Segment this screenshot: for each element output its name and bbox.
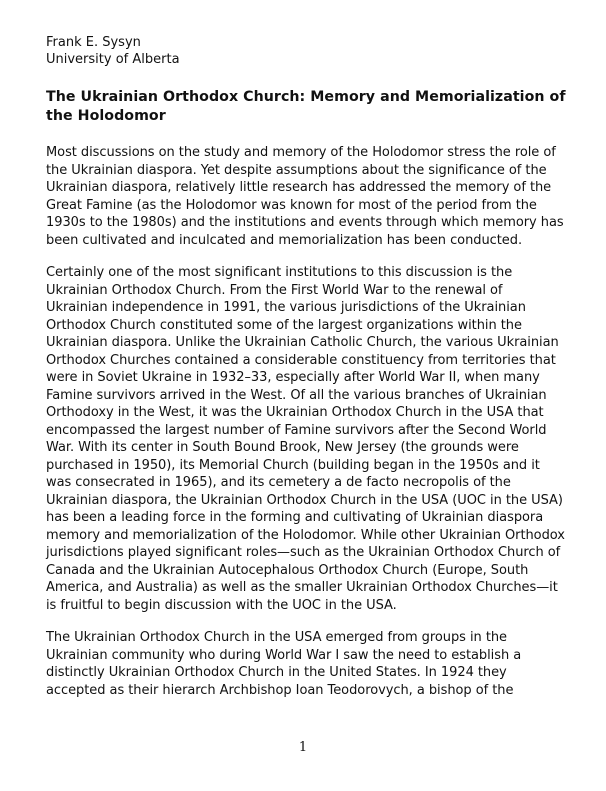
author-affiliation: University of Alberta bbox=[46, 52, 180, 67]
paragraph: The Ukrainian Orthodox Church in the USA emerged from groups in the Ukrainian community who during World War I saw the need to establish a distinctly Ukrainian Orthodox Church in the United States. In 1924 they accepted as their hierarch Archbishop Ioan Teodorovych, a bishop of the bbox=[46, 630, 522, 698]
author-name: Frank E. Sysyn bbox=[46, 35, 141, 50]
paragraph: Most discussions on the study and memory of the Holodomor stress the role of the Ukrainian diaspora. Yet despite assumptions about the significance of the Ukrainian diaspora, relatively little research has addressed the memory of the Great Famine (as the Holodomor was known for most of the period from the 1930s to the 1980s) and the institutions and events through which memory has been cultivated and inculcated and memorialization has been conducted. bbox=[46, 145, 564, 248]
page-number: 1 bbox=[298, 740, 308, 755]
paper-page bbox=[46, 34, 566, 714]
author-block bbox=[46, 34, 566, 68]
paragraph: Certainly one of the most significant institutions to this discussion is the Ukrainian Orthodox Church. From the First World War to the renewal of Ukrainian independence in 1991, the various jurisdictions of the Ukrainian Orthodox Church constituted some of the largest organizations within the Ukrainian diaspora. Unlike the Ukrainian Catholic Church, the various Ukrainian Orthodox Churches contained a considerable constituency from territories that were in Soviet Ukraine in 1932–33, especially after World War II, when many Famine survivors arrived in the West. Of all the various branches of Ukrainian Orthodoxy in the West, it was the Ukrainian Orthodox Church in the USA that encompassed the largest number of Famine survivors after the Second World War. With its center in South Bound Brook, New Jersey (the grounds were purchased in 1950), its Memorial Church (building began in the 1950s and it was consecrated in 1965), and its cemetery a de facto necropolis of the Ukrainian diaspora, the Ukrainian Orthodox Church in the USA (UOC in the USA) has been a leading force in the forming and cultivating of Ukrainian diaspora memory and memorialization of the Holodomor. While other Ukrainian Orthodox jurisdictions played significant roles—such as the Ukrainian Orthodox Church of Canada and the Ukrainian Autocephalous Orthodox Church (Europe, South America, and Australia) as well as the smaller Ukrainian Orthodox Churches—it is fruitful to begin discussion with the UOC in the USA. bbox=[46, 265, 565, 613]
body-text bbox=[46, 144, 566, 699]
paper-title: The Ukrainian Orthodox Church: Memory and Memorialization of the Holodomor bbox=[46, 89, 566, 124]
